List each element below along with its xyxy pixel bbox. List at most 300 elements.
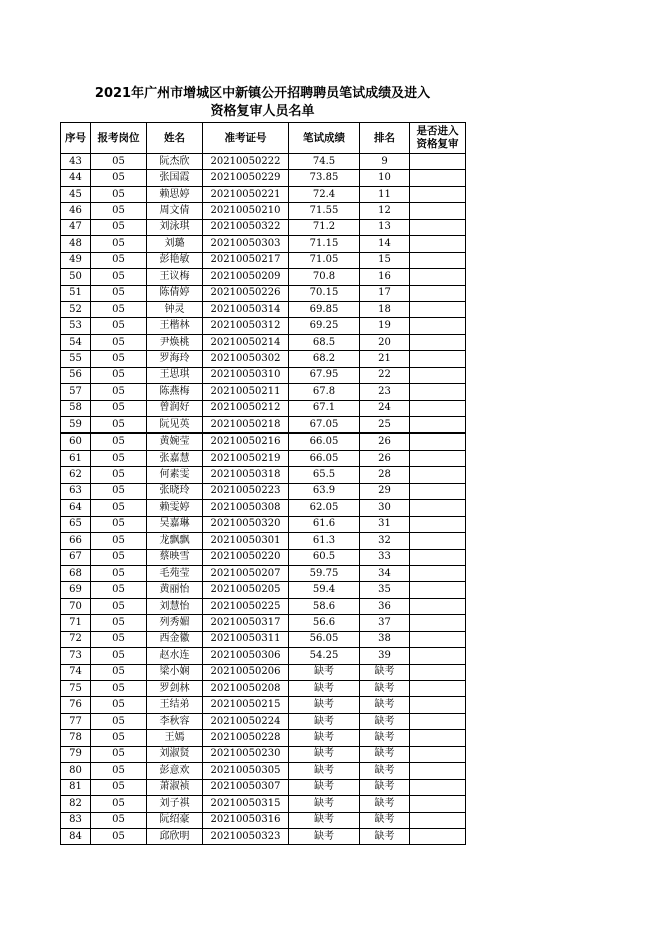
cell-position: 05 xyxy=(91,285,147,301)
cell-review xyxy=(410,746,466,762)
cell-name: 王嫣 xyxy=(147,730,203,746)
cell-rank: 26 xyxy=(360,433,410,450)
cell-exam-number: 20210050219 xyxy=(203,450,289,466)
cell-rank: 缺考 xyxy=(360,730,410,746)
table-row xyxy=(61,763,466,779)
cell-name: 彭艳敏 xyxy=(147,252,203,268)
cell-index: 77 xyxy=(61,713,91,729)
table-row xyxy=(61,384,466,400)
cell-review xyxy=(410,433,466,450)
cell-position: 05 xyxy=(91,664,147,680)
cell-rank: 缺考 xyxy=(360,697,410,713)
cell-index: 76 xyxy=(61,697,91,713)
cell-rank: 缺考 xyxy=(360,763,410,779)
cell-rank: 12 xyxy=(360,203,410,219)
cell-name: 张国霞 xyxy=(147,170,203,186)
table-row xyxy=(61,285,466,301)
cell-position: 05 xyxy=(91,763,147,779)
cell-score: 缺考 xyxy=(289,713,360,729)
cell-exam-number: 20210050301 xyxy=(203,533,289,549)
table-row xyxy=(61,186,466,202)
cell-name: 罗海玲 xyxy=(147,351,203,367)
cell-index: 64 xyxy=(61,500,91,516)
cell-rank: 14 xyxy=(360,236,410,252)
table-row xyxy=(61,400,466,416)
cell-name: 何素雯 xyxy=(147,467,203,483)
cell-review xyxy=(410,367,466,383)
table-row xyxy=(61,697,466,713)
cell-score: 54.25 xyxy=(289,648,360,664)
cell-review xyxy=(410,713,466,729)
cell-position: 05 xyxy=(91,334,147,350)
cell-index: 59 xyxy=(61,417,91,434)
cell-name: 西金徽 xyxy=(147,631,203,647)
cell-name: 毛苑莹 xyxy=(147,565,203,581)
cell-exam-number: 20210050207 xyxy=(203,565,289,581)
cell-score: 71.05 xyxy=(289,252,360,268)
cell-exam-number: 20210050307 xyxy=(203,779,289,795)
results-table xyxy=(60,122,466,845)
cell-position: 05 xyxy=(91,269,147,285)
table-row xyxy=(61,828,466,844)
cell-score: 68.2 xyxy=(289,351,360,367)
cell-exam-number: 20210050306 xyxy=(203,648,289,664)
table-row xyxy=(61,252,466,268)
cell-position: 05 xyxy=(91,417,147,434)
cell-position: 05 xyxy=(91,433,147,450)
table-row xyxy=(61,301,466,317)
cell-rank: 缺考 xyxy=(360,796,410,812)
cell-score: 缺考 xyxy=(289,828,360,844)
cell-review xyxy=(410,796,466,812)
cell-index: 58 xyxy=(61,400,91,416)
cell-rank: 17 xyxy=(360,285,410,301)
cell-position: 05 xyxy=(91,697,147,713)
cell-rank: 34 xyxy=(360,565,410,581)
cell-review xyxy=(410,763,466,779)
header-name: 姓名 xyxy=(147,123,203,154)
cell-score: 59.75 xyxy=(289,565,360,581)
cell-name: 赵水连 xyxy=(147,648,203,664)
table-row xyxy=(61,746,466,762)
cell-review xyxy=(410,400,466,416)
cell-index: 80 xyxy=(61,763,91,779)
cell-score: 缺考 xyxy=(289,730,360,746)
cell-index: 60 xyxy=(61,433,91,450)
cell-rank: 18 xyxy=(360,301,410,317)
cell-exam-number: 20210050303 xyxy=(203,236,289,252)
cell-score: 56.6 xyxy=(289,615,360,631)
cell-position: 05 xyxy=(91,318,147,334)
table-row xyxy=(61,467,466,483)
cell-review xyxy=(410,779,466,795)
cell-exam-number: 20210050302 xyxy=(203,351,289,367)
cell-exam-number: 20210050229 xyxy=(203,170,289,186)
cell-position: 05 xyxy=(91,186,147,202)
cell-exam-number: 20210050218 xyxy=(203,417,289,434)
cell-review xyxy=(410,681,466,697)
cell-review xyxy=(410,582,466,598)
cell-score: 59.4 xyxy=(289,582,360,598)
cell-index: 71 xyxy=(61,615,91,631)
cell-exam-number: 20210050310 xyxy=(203,367,289,383)
cell-position: 05 xyxy=(91,219,147,235)
table-header-row xyxy=(61,123,466,154)
cell-exam-number: 20210050206 xyxy=(203,664,289,680)
cell-name: 陈倩婷 xyxy=(147,285,203,301)
cell-name: 阮见英 xyxy=(147,417,203,434)
table-row xyxy=(61,417,466,434)
table-row xyxy=(61,367,466,383)
cell-rank: 38 xyxy=(360,631,410,647)
cell-review xyxy=(410,170,466,186)
cell-score: 66.05 xyxy=(289,433,360,450)
cell-exam-number: 20210050318 xyxy=(203,467,289,483)
cell-review xyxy=(410,285,466,301)
cell-name: 阮杰欣 xyxy=(147,154,203,170)
cell-index: 51 xyxy=(61,285,91,301)
table-row xyxy=(61,154,466,170)
table-row xyxy=(61,351,466,367)
cell-rank: 13 xyxy=(360,219,410,235)
cell-name: 钟灵 xyxy=(147,301,203,317)
cell-score: 74.5 xyxy=(289,154,360,170)
cell-index: 54 xyxy=(61,334,91,350)
cell-index: 82 xyxy=(61,796,91,812)
cell-score: 缺考 xyxy=(289,746,360,762)
cell-score: 缺考 xyxy=(289,664,360,680)
cell-review xyxy=(410,615,466,631)
cell-position: 05 xyxy=(91,615,147,631)
header-review: 是否进入 资格复审 xyxy=(410,123,466,154)
cell-review xyxy=(410,631,466,647)
cell-rank: 缺考 xyxy=(360,828,410,844)
cell-position: 05 xyxy=(91,549,147,565)
cell-name: 黄丽怡 xyxy=(147,582,203,598)
cell-review xyxy=(410,186,466,202)
cell-score: 65.5 xyxy=(289,467,360,483)
cell-review xyxy=(410,664,466,680)
cell-name: 梁小娴 xyxy=(147,664,203,680)
cell-review xyxy=(410,334,466,350)
cell-index: 44 xyxy=(61,170,91,186)
cell-score: 缺考 xyxy=(289,779,360,795)
cell-score: 70.15 xyxy=(289,285,360,301)
cell-name: 蔡映雪 xyxy=(147,549,203,565)
cell-review xyxy=(410,467,466,483)
table-row xyxy=(61,533,466,549)
cell-rank: 20 xyxy=(360,334,410,350)
cell-rank: 31 xyxy=(360,516,410,532)
cell-name: 王议梅 xyxy=(147,269,203,285)
cell-position: 05 xyxy=(91,812,147,828)
table-row xyxy=(61,664,466,680)
cell-review xyxy=(410,384,466,400)
header-index: 序号 xyxy=(61,123,91,154)
cell-exam-number: 20210050311 xyxy=(203,631,289,647)
cell-index: 73 xyxy=(61,648,91,664)
table-row xyxy=(61,598,466,614)
table-row xyxy=(61,500,466,516)
cell-rank: 缺考 xyxy=(360,779,410,795)
cell-name: 列秀媚 xyxy=(147,615,203,631)
cell-position: 05 xyxy=(91,467,147,483)
cell-name: 龙飘飘 xyxy=(147,533,203,549)
cell-exam-number: 20210050212 xyxy=(203,400,289,416)
cell-index: 57 xyxy=(61,384,91,400)
cell-name: 曾润好 xyxy=(147,400,203,416)
cell-rank: 10 xyxy=(360,170,410,186)
cell-index: 66 xyxy=(61,533,91,549)
cell-score: 缺考 xyxy=(289,697,360,713)
cell-rank: 9 xyxy=(360,154,410,170)
cell-score: 72.4 xyxy=(289,186,360,202)
cell-review xyxy=(410,697,466,713)
cell-exam-number: 20210050216 xyxy=(203,433,289,450)
cell-review xyxy=(410,154,466,170)
cell-name: 王楷林 xyxy=(147,318,203,334)
cell-rank: 19 xyxy=(360,318,410,334)
cell-position: 05 xyxy=(91,301,147,317)
table-row xyxy=(61,219,466,235)
cell-score: 69.85 xyxy=(289,301,360,317)
cell-score: 62.05 xyxy=(289,500,360,516)
header-rank: 排名 xyxy=(360,123,410,154)
cell-name: 萧淑祯 xyxy=(147,779,203,795)
cell-index: 63 xyxy=(61,483,91,499)
cell-index: 69 xyxy=(61,582,91,598)
cell-position: 05 xyxy=(91,154,147,170)
cell-position: 05 xyxy=(91,252,147,268)
cell-name: 陈燕梅 xyxy=(147,384,203,400)
table-row xyxy=(61,681,466,697)
cell-name: 张嘉慧 xyxy=(147,450,203,466)
cell-score: 70.8 xyxy=(289,269,360,285)
cell-index: 52 xyxy=(61,301,91,317)
cell-name: 罗剑林 xyxy=(147,681,203,697)
cell-score: 缺考 xyxy=(289,796,360,812)
cell-review xyxy=(410,812,466,828)
cell-position: 05 xyxy=(91,367,147,383)
cell-rank: 15 xyxy=(360,252,410,268)
cell-exam-number: 20210050320 xyxy=(203,516,289,532)
cell-name: 张晓玲 xyxy=(147,483,203,499)
cell-exam-number: 20210050317 xyxy=(203,615,289,631)
cell-review xyxy=(410,500,466,516)
cell-score: 56.05 xyxy=(289,631,360,647)
cell-index: 72 xyxy=(61,631,91,647)
header-exam-number: 准考证号 xyxy=(203,123,289,154)
cell-rank: 22 xyxy=(360,367,410,383)
table-row xyxy=(61,516,466,532)
table-row xyxy=(61,334,466,350)
cell-position: 05 xyxy=(91,730,147,746)
cell-rank: 缺考 xyxy=(360,812,410,828)
cell-exam-number: 20210050205 xyxy=(203,582,289,598)
cell-exam-number: 20210050230 xyxy=(203,746,289,762)
cell-rank: 缺考 xyxy=(360,681,410,697)
cell-position: 05 xyxy=(91,203,147,219)
cell-index: 45 xyxy=(61,186,91,202)
cell-exam-number: 20210050316 xyxy=(203,812,289,828)
table-row xyxy=(61,236,466,252)
cell-index: 78 xyxy=(61,730,91,746)
cell-rank: 缺考 xyxy=(360,746,410,762)
table-row xyxy=(61,648,466,664)
cell-name: 阮绍豪 xyxy=(147,812,203,828)
cell-score: 67.05 xyxy=(289,417,360,434)
cell-exam-number: 20210050215 xyxy=(203,697,289,713)
cell-position: 05 xyxy=(91,828,147,844)
cell-index: 46 xyxy=(61,203,91,219)
cell-position: 05 xyxy=(91,500,147,516)
cell-name: 王结弟 xyxy=(147,697,203,713)
cell-rank: 24 xyxy=(360,400,410,416)
cell-exam-number: 20210050208 xyxy=(203,681,289,697)
cell-rank: 23 xyxy=(360,384,410,400)
cell-name: 刘璐 xyxy=(147,236,203,252)
cell-position: 05 xyxy=(91,713,147,729)
cell-rank: 35 xyxy=(360,582,410,598)
cell-position: 05 xyxy=(91,516,147,532)
cell-exam-number: 20210050211 xyxy=(203,384,289,400)
table-row xyxy=(61,269,466,285)
cell-index: 81 xyxy=(61,779,91,795)
cell-review xyxy=(410,565,466,581)
table-row xyxy=(61,483,466,499)
table-row xyxy=(61,318,466,334)
cell-name: 尹焕桃 xyxy=(147,334,203,350)
cell-index: 84 xyxy=(61,828,91,844)
cell-score: 69.25 xyxy=(289,318,360,334)
table-row xyxy=(61,779,466,795)
cell-exam-number: 20210050223 xyxy=(203,483,289,499)
table-row xyxy=(61,713,466,729)
cell-index: 43 xyxy=(61,154,91,170)
cell-score: 67.95 xyxy=(289,367,360,383)
cell-exam-number: 20210050322 xyxy=(203,219,289,235)
table-row xyxy=(61,631,466,647)
cell-review xyxy=(410,417,466,434)
document-title-line-1: 2021年广州市增城区中新镇公开招聘聘员笔试成绩及进入 xyxy=(94,86,431,101)
document-title-line-2: 资格复审人员名单 xyxy=(210,104,315,119)
cell-name: 刘淑贤 xyxy=(147,746,203,762)
cell-name: 刘泳琪 xyxy=(147,219,203,235)
cell-exam-number: 20210050210 xyxy=(203,203,289,219)
cell-score: 61.3 xyxy=(289,533,360,549)
cell-index: 79 xyxy=(61,746,91,762)
cell-name: 吴嘉琳 xyxy=(147,516,203,532)
table-row xyxy=(61,433,466,450)
cell-review xyxy=(410,318,466,334)
cell-exam-number: 20210050214 xyxy=(203,334,289,350)
cell-position: 05 xyxy=(91,746,147,762)
cell-position: 05 xyxy=(91,533,147,549)
cell-score: 60.5 xyxy=(289,549,360,565)
cell-rank: 36 xyxy=(360,598,410,614)
table-row xyxy=(61,730,466,746)
cell-score: 67.1 xyxy=(289,400,360,416)
cell-position: 05 xyxy=(91,483,147,499)
table-row xyxy=(61,812,466,828)
cell-rank: 29 xyxy=(360,483,410,499)
cell-rank: 26 xyxy=(360,450,410,466)
cell-index: 65 xyxy=(61,516,91,532)
cell-review xyxy=(410,351,466,367)
header-position: 报考岗位 xyxy=(91,123,147,154)
table-row xyxy=(61,796,466,812)
cell-score: 63.9 xyxy=(289,483,360,499)
table-row xyxy=(61,615,466,631)
cell-score: 缺考 xyxy=(289,763,360,779)
cell-index: 48 xyxy=(61,236,91,252)
cell-score: 缺考 xyxy=(289,812,360,828)
cell-name: 刘慧怡 xyxy=(147,598,203,614)
cell-score: 缺考 xyxy=(289,681,360,697)
cell-review xyxy=(410,236,466,252)
cell-index: 55 xyxy=(61,351,91,367)
cell-index: 49 xyxy=(61,252,91,268)
cell-review xyxy=(410,598,466,614)
cell-review xyxy=(410,219,466,235)
cell-review xyxy=(410,483,466,499)
cell-score: 71.15 xyxy=(289,236,360,252)
cell-review xyxy=(410,269,466,285)
cell-exam-number: 20210050305 xyxy=(203,763,289,779)
cell-rank: 16 xyxy=(360,269,410,285)
cell-review xyxy=(410,648,466,664)
cell-name: 刘子祺 xyxy=(147,796,203,812)
cell-review xyxy=(410,301,466,317)
cell-index: 74 xyxy=(61,664,91,680)
cell-exam-number: 20210050226 xyxy=(203,285,289,301)
cell-review xyxy=(410,516,466,532)
cell-position: 05 xyxy=(91,170,147,186)
cell-rank: 32 xyxy=(360,533,410,549)
cell-exam-number: 20210050220 xyxy=(203,549,289,565)
cell-exam-number: 20210050323 xyxy=(203,828,289,844)
cell-score: 73.85 xyxy=(289,170,360,186)
cell-index: 83 xyxy=(61,812,91,828)
header-score: 笔试成绩 xyxy=(289,123,360,154)
cell-position: 05 xyxy=(91,351,147,367)
cell-index: 53 xyxy=(61,318,91,334)
cell-index: 75 xyxy=(61,681,91,697)
cell-score: 67.8 xyxy=(289,384,360,400)
cell-position: 05 xyxy=(91,648,147,664)
cell-index: 62 xyxy=(61,467,91,483)
cell-position: 05 xyxy=(91,236,147,252)
cell-score: 71.55 xyxy=(289,203,360,219)
cell-exam-number: 20210050222 xyxy=(203,154,289,170)
cell-review xyxy=(410,203,466,219)
cell-score: 68.5 xyxy=(289,334,360,350)
cell-review xyxy=(410,450,466,466)
cell-exam-number: 20210050228 xyxy=(203,730,289,746)
cell-rank: 21 xyxy=(360,351,410,367)
cell-index: 47 xyxy=(61,219,91,235)
cell-score: 71.2 xyxy=(289,219,360,235)
cell-position: 05 xyxy=(91,384,147,400)
cell-index: 67 xyxy=(61,549,91,565)
cell-name: 彭意欢 xyxy=(147,763,203,779)
cell-rank: 37 xyxy=(360,615,410,631)
cell-score: 58.6 xyxy=(289,598,360,614)
cell-position: 05 xyxy=(91,400,147,416)
table-row xyxy=(61,549,466,565)
cell-name: 邱欣明 xyxy=(147,828,203,844)
cell-exam-number: 20210050209 xyxy=(203,269,289,285)
